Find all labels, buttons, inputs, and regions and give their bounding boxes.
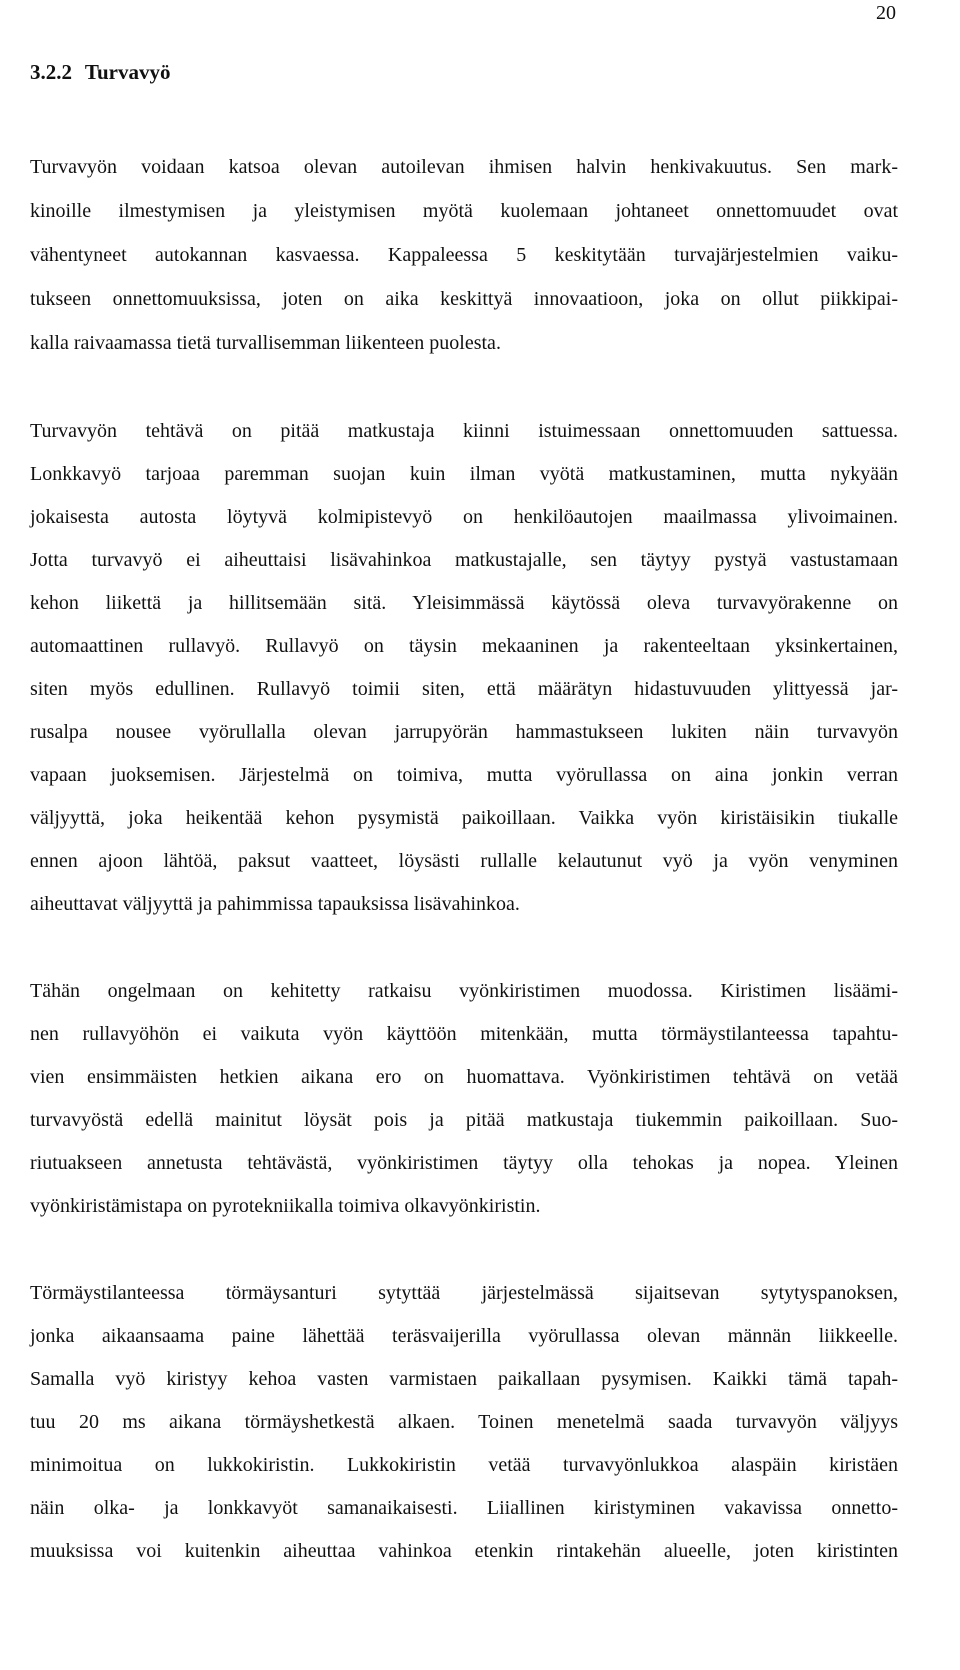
text-line: ennen ajoon lähtöä, paksut vaatteet, löysästi rullalle kelautunut vyö ja vyön venyminen <box>30 850 898 872</box>
paragraph <box>30 410 898 926</box>
text-line: vapaan juoksemisen. Järjestelmä on toimiva, mutta vyörullassa on aina jonkin verran <box>30 764 898 786</box>
text-line: vyönkiristämistapa on pyrotekniikalla toimiva olkavyönkiristin. <box>30 1195 541 1217</box>
text-line: jokaisesta autosta löytyvä kolmipistevyö on henkilöautojen maailmassa ylivoimainen. <box>30 506 898 528</box>
paragraph <box>30 1272 898 1573</box>
paragraph-spacer <box>30 926 898 970</box>
text-line: Turvavyön voidaan katsoa olevan autoilevan ihmisen halvin henkivakuutus. Sen mark- <box>30 156 898 178</box>
body-text <box>30 145 898 1573</box>
text-line: kehon liikettä ja hillitsemään sitä. Yleisimmässä käytössä oleva turvavyörakenne on <box>30 592 898 614</box>
paragraph <box>30 970 898 1228</box>
text-line: tuu 20 ms aikana törmäyshetkestä alkaen. Toinen menetelmä saada turvavyön väljyys <box>30 1411 898 1433</box>
text-line: jonka aikaansaama paine lähettää teräsvaijerilla vyörullassa olevan männän liikkeelle. <box>30 1325 898 1347</box>
paragraph-spacer <box>30 365 898 410</box>
text-line: kinoille ilmestymisen ja yleistymisen myötä kuolemaan johtaneet onnettomuudet ovat <box>30 200 898 222</box>
text-line: kalla raivaamassa tietä turvallisemman liikenteen puolesta. <box>30 332 501 354</box>
text-line: Turvavyön tehtävä on pitää matkustaja kiinni istuimessaan onnettomuuden sattuessa. <box>30 420 898 442</box>
section-number: 3.2.2 <box>30 60 72 84</box>
text-line: nen rullavyöhön ei vaikuta vyön käyttöön mitenkään, mutta törmäystilanteessa tapahtu- <box>30 1023 898 1045</box>
text-line: minimoitua on lukkokiristin. Lukkokiristin vetää turvavyönlukkoa alaspäin kiristäen <box>30 1454 898 1476</box>
text-line: näin olka- ja lonkkavyöt samanaikaisesti. Liiallinen kiristyminen vakavissa onnetto- <box>30 1497 898 1519</box>
text-line: Törmäystilanteessa törmäysanturi sytyttää järjestelmässä sijaitsevan sytytyspanoksen, <box>30 1282 898 1304</box>
text-line: turvavyöstä edellä mainitut löysät pois ja pitää matkustaja tiukemmin paikoillaan. Suo- <box>30 1109 898 1131</box>
page-number: 20 <box>876 2 896 24</box>
text-line: muuksissa voi kuitenkin aiheuttaa vahinkoa etenkin rintakehän alueelle, joten kiristinten <box>30 1540 898 1562</box>
text-line: väljyyttä, joka heikentää kehon pysymistä paikoillaan. Vaikka vyön kiristäisikin tiukalle <box>30 807 898 829</box>
text-line: Samalla vyö kiristyy kehoa vasten varmistaen paikallaan pysymisen. Kaikki tämä tapah- <box>30 1368 898 1390</box>
text-line: aiheuttavat väljyyttä ja pahimmissa tapauksissa lisävahinkoa. <box>30 893 520 915</box>
text-line: Lonkkavyö tarjoaa paremman suojan kuin ilman vyötä matkustaminen, mutta nykyään <box>30 463 898 485</box>
text-line: rusalpa nousee vyörullalla olevan jarrupyörän hammastukseen lukiten näin turvavyön <box>30 721 898 743</box>
text-line: vien ensimmäisten hetkien aikana ero on huomattava. Vyönkiristimen tehtävä on vetää <box>30 1066 898 1088</box>
paragraph-spacer <box>30 1228 898 1272</box>
text-line: vähentyneet autokannan kasvaessa. Kappaleessa 5 keskitytään turvajärjestelmien vaiku- <box>30 244 898 266</box>
text-line: tukseen onnettomuuksissa, joten on aika keskittyä innovaatioon, joka on ollut piikkipai- <box>30 288 898 310</box>
paragraph <box>30 145 898 365</box>
text-line: siten myös edullinen. Rullavyö toimii siten, että määrätyn hidastuvuuden ylittyessä jar- <box>30 678 898 700</box>
text-line: riutuakseen annetusta tehtävästä, vyönkiristimen täytyy olla tehokas ja nopea. Yleinen <box>30 1152 898 1174</box>
text-line: Tähän ongelmaan on kehitetty ratkaisu vyönkiristimen muodossa. Kiristimen lisäämi- <box>30 980 898 1002</box>
text-line: Jotta turvavyö ei aiheuttaisi lisävahinkoa matkustajalle, sen täytyy pystyä vastustamaan <box>30 549 898 571</box>
section-title: Turvavyö <box>84 60 171 84</box>
text-line: automaattinen rullavyö. Rullavyö on täysin mekaaninen ja rakenteeltaan yksinkertainen, <box>30 635 898 657</box>
section-heading <box>30 60 170 85</box>
